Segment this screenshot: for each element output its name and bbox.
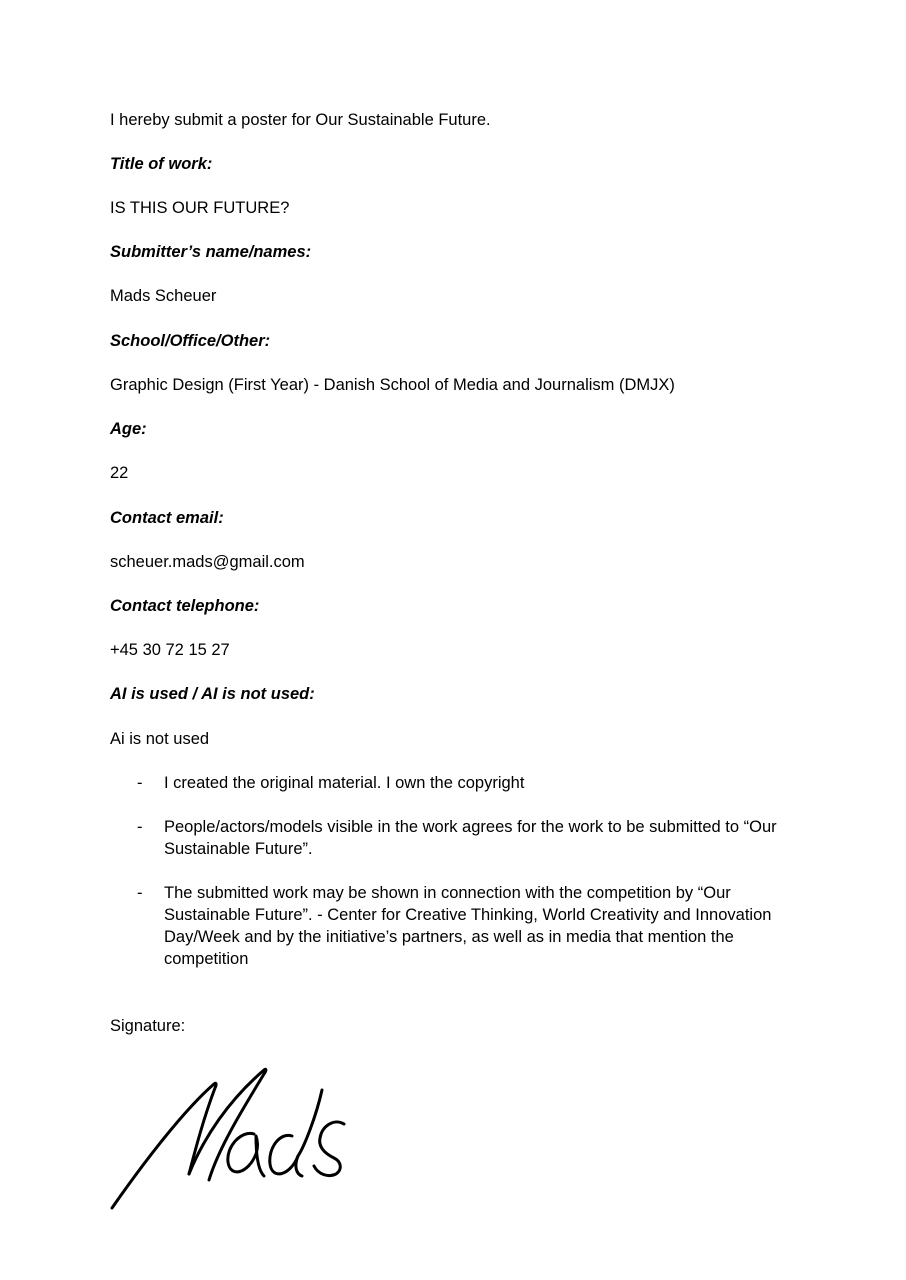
telephone-value: +45 30 72 15 27 [110, 641, 230, 659]
signature-image [104, 1062, 354, 1217]
submitter-name-value: Mads Scheuer [110, 287, 217, 305]
bullet-dash: - [137, 884, 143, 902]
bullet-dash: - [137, 818, 143, 836]
statement-text: The submitted work may be shown in connection with the competition by “Our Sustainable Future”. - Center for Creative Thinking, World Creativity and Innovation Day/Week and by the initiative’s partners, as well as in media that mention the competition [164, 884, 772, 968]
telephone-label: Contact telephone: [110, 597, 260, 615]
statement-text: People/actors/models visible in the work agrees for the work to be submitted to “Our Sustainable Future”. [164, 818, 777, 858]
age-value: 22 [110, 464, 129, 482]
signature-label: Signature: [110, 1017, 186, 1035]
age-label: Age: [110, 420, 147, 438]
title-value: IS THIS OUR FUTURE? [110, 199, 290, 217]
submitter-name-label: Submitter’s name/names: [110, 243, 312, 261]
bullet-dash: - [137, 774, 143, 792]
ai-usage-label: AI is used / AI is not used: [110, 685, 315, 703]
email-value: scheuer.mads@gmail.com [110, 553, 305, 571]
statement-text: I created the original material. I own the copyright [164, 774, 525, 792]
title-label: Title of work: [110, 155, 213, 173]
intro-text: I hereby submit a poster for Our Sustainable Future. [110, 111, 491, 129]
ai-usage-value: Ai is not used [110, 730, 210, 748]
school-value: Graphic Design (First Year) - Danish School of Media and Journalism (DMJX) [110, 376, 675, 394]
school-label: School/Office/Other: [110, 332, 271, 350]
email-label: Contact email: [110, 509, 224, 527]
